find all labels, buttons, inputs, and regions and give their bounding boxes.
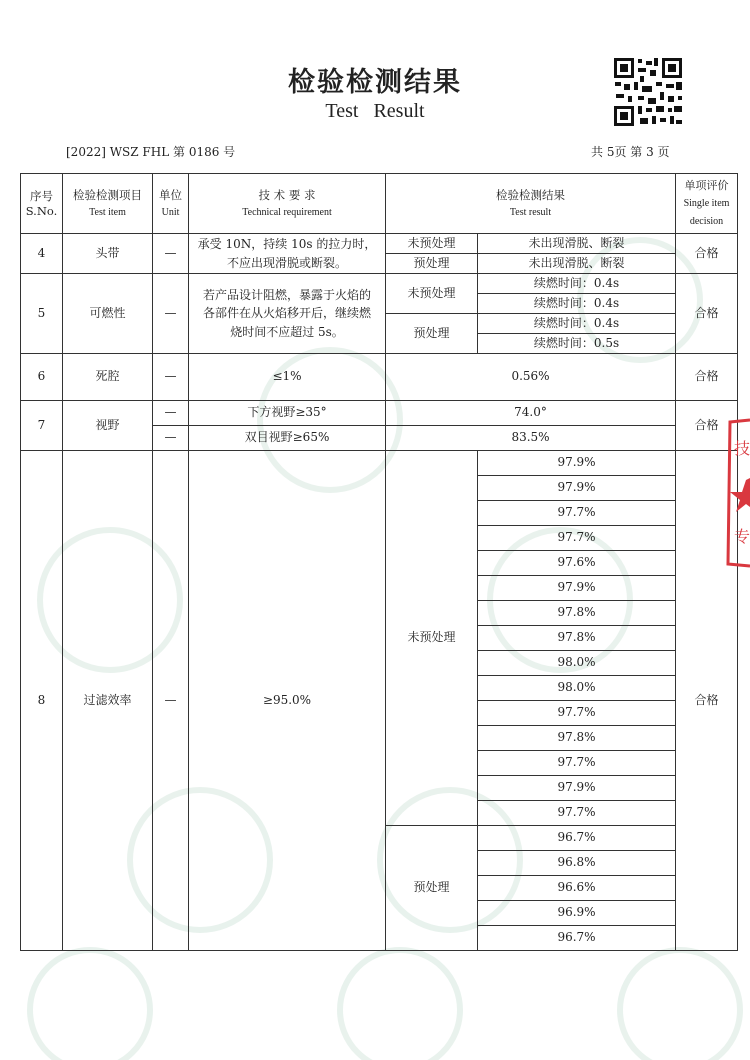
page-indicator: 共 5页 第 3 页 (591, 145, 670, 159)
table-row (21, 274, 738, 294)
result-value: 97.8% (478, 626, 676, 651)
condition-label: 预处理 (386, 254, 478, 274)
result-value: 97.7% (478, 801, 676, 826)
sn-cell: 8 (21, 451, 63, 951)
decision-cell: 合格 (676, 451, 738, 951)
result-value: 97.7% (478, 526, 676, 551)
table-row (21, 354, 738, 401)
sn-cell: 6 (21, 354, 63, 401)
decision-cell: 合格 (676, 274, 738, 354)
page-subtitle: Test Result (325, 100, 425, 122)
sn-cell: 5 (21, 274, 63, 354)
header-sn: 序号 S.No. (21, 174, 63, 234)
requirement-cell: ≤1% (189, 354, 386, 401)
table-row (21, 401, 738, 426)
result-value: 97.9% (478, 476, 676, 501)
sn-cell: 4 (21, 234, 63, 274)
unit-cell: — (153, 451, 189, 951)
item-cell: 头带 (63, 234, 153, 274)
result-value: 续燃时间：0.4s (478, 274, 676, 294)
result-value: 续燃时间：0.4s (478, 314, 676, 334)
unit-cell: — (153, 354, 189, 401)
table-row (21, 451, 738, 476)
result-value: 97.8% (478, 601, 676, 626)
result-value: 97.8% (478, 726, 676, 751)
result-value: 97.9% (478, 451, 676, 476)
item-cell: 视野 (63, 401, 153, 451)
header-result: 检验检测结果 Test result (386, 174, 676, 234)
svg-text:技: 技 (734, 439, 750, 458)
requirement-cell: 双目视野≥65% (189, 426, 386, 451)
unit-cell: — (153, 401, 189, 426)
condition-label: 未预处理 (386, 451, 478, 826)
result-table (20, 173, 738, 951)
page-title: 检验检测结果 (288, 67, 462, 98)
result-value: 0.56% (386, 354, 676, 401)
qr-code-icon (612, 56, 684, 128)
item-cell: 死腔 (63, 354, 153, 401)
svg-text:专: 专 (734, 527, 750, 546)
result-value: 续燃时间：0.4s (478, 294, 676, 314)
unit-cell: — (153, 234, 189, 274)
result-value: 97.7% (478, 751, 676, 776)
decision-cell: 合格 (676, 354, 738, 401)
header-requirement: 技 术 要 求 Technical requirement (189, 174, 386, 234)
requirement-cell: 若产品设计阻燃，暴露于火焰的 各部件在从火焰移开后，继续燃 烧时间不应超过 5s。 (189, 274, 386, 354)
condition-label: 未预处理 (386, 234, 478, 254)
result-value: 97.7% (478, 701, 676, 726)
condition-label: 预处理 (386, 314, 478, 354)
result-value: 98.0% (478, 676, 676, 701)
condition-label: 未预处理 (386, 274, 478, 314)
table-row (21, 234, 738, 254)
item-cell: 可燃性 (63, 274, 153, 354)
result-value: 98.0% (478, 651, 676, 676)
result-value: 96.7% (478, 826, 676, 851)
result-value: 97.7% (478, 501, 676, 526)
result-value: 74.0° (386, 401, 676, 426)
decision-cell: 合格 (676, 234, 738, 274)
condition-label: 预处理 (386, 826, 478, 951)
result-value: 96.8% (478, 851, 676, 876)
result-value: 97.9% (478, 576, 676, 601)
item-cell: 过滤效率 (63, 451, 153, 951)
sn-cell: 7 (21, 401, 63, 451)
unit-cell: — (153, 274, 189, 354)
result-value: 96.7% (478, 926, 676, 951)
seal-stamp (722, 418, 750, 568)
requirement-cell: ≥95.0% (189, 451, 386, 951)
result-value: 续燃时间：0.5s (478, 334, 676, 354)
requirement-cell: 下方视野≥35° (189, 401, 386, 426)
result-value: 83.5% (386, 426, 676, 451)
header-decision: 单项评价 Single item decision (676, 174, 738, 234)
result-value: 96.6% (478, 876, 676, 901)
result-value: 96.9% (478, 901, 676, 926)
report-number: [2022] WSZ FHL 第 0186 号 (66, 145, 236, 159)
table-header-row (21, 174, 738, 234)
result-value: 97.9% (478, 776, 676, 801)
result-value: 未出现滑脱、断裂 (478, 254, 676, 274)
unit-cell: — (153, 426, 189, 451)
header-unit: 单位 Unit (153, 174, 189, 234)
decision-cell: 合格 (676, 401, 738, 451)
result-value: 未出现滑脱、断裂 (478, 234, 676, 254)
header-item: 检验检测项目 Test item (63, 174, 153, 234)
result-value: 97.6% (478, 551, 676, 576)
requirement-cell: 承受 10N，持续 10s 的拉力时， 不应出现滑脱或断裂。 (189, 234, 386, 274)
